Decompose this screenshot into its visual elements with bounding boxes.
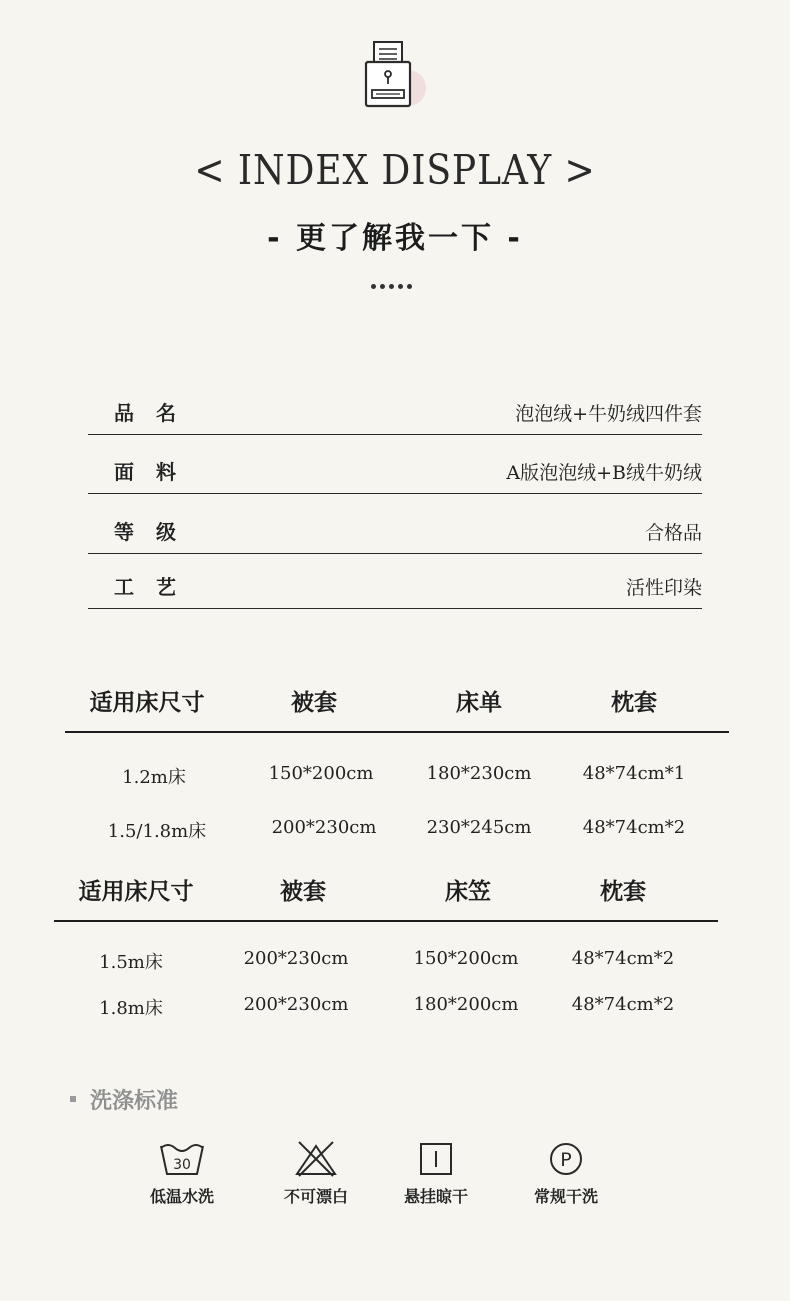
table-cell: 1.5/1.8m床 <box>107 821 207 842</box>
wash-30-icon <box>157 1140 207 1178</box>
bullet-square-icon <box>70 1096 76 1102</box>
col-header-pillowcase: 枕套 <box>611 690 657 716</box>
table-cell: 230*245cm <box>426 817 532 838</box>
size-table-header <box>54 873 718 922</box>
hang-dry-icon <box>411 1140 461 1178</box>
svg-text:30: 30 <box>173 1157 191 1173</box>
care-item-dry-clean <box>506 1140 626 1207</box>
care-label-dry-clean: 常规干洗 <box>533 1187 598 1206</box>
size-table-sheet <box>65 684 729 843</box>
info-value: 活性印染 <box>625 577 702 599</box>
table-row <box>65 817 729 843</box>
care-item-no-bleach <box>256 1140 376 1207</box>
care-label-no-bleach: 不可漂白 <box>283 1187 348 1206</box>
table-cell: 180*230cm <box>426 763 532 784</box>
table-cell: 48*74cm*2 <box>582 817 686 838</box>
col-header-fitted-sheet: 床笠 <box>445 879 491 905</box>
col-header-duvet: 被套 <box>280 879 326 905</box>
info-row-grade <box>88 494 702 554</box>
info-key: 面料 <box>114 460 198 484</box>
table-cell: 200*230cm <box>271 817 377 838</box>
table-cell: 180*200cm <box>413 994 519 1015</box>
info-value: 合格品 <box>644 522 702 544</box>
info-key: 等级 <box>114 520 198 544</box>
index-display-title: < INDEX DISPLAY > <box>194 146 596 194</box>
table-row <box>54 948 718 974</box>
table-cell: 150*200cm <box>268 763 374 784</box>
size-table-fitted <box>54 873 718 1020</box>
info-row-name <box>88 386 702 435</box>
table-cell: 150*200cm <box>413 948 519 969</box>
section-subtitle: - 更了解我一下 - <box>267 221 523 256</box>
care-section-title <box>70 1084 178 1115</box>
table-row <box>54 994 718 1020</box>
info-value: 泡泡绒+牛奶绒四件套 <box>515 403 702 425</box>
care-label-wash: 低温水洗 <box>149 1187 214 1206</box>
info-key: 工艺 <box>114 575 198 599</box>
table-cell: 48*74cm*2 <box>571 948 675 969</box>
svg-text:P: P <box>560 1149 572 1171</box>
info-value: A版泡泡绒+B绒牛奶绒 <box>506 462 702 484</box>
col-header-pillowcase: 枕套 <box>600 879 646 905</box>
info-row-fabric <box>88 435 702 494</box>
col-header-bed-size: 适用床尺寸 <box>78 879 194 905</box>
size-table-header <box>65 684 729 733</box>
table-cell: 48*74cm*2 <box>571 994 675 1015</box>
table-cell: 1.5m床 <box>99 952 163 973</box>
table-cell: 200*230cm <box>243 994 349 1015</box>
care-item-hang-dry <box>376 1140 496 1207</box>
table-row <box>65 763 729 789</box>
care-title-text: 洗涤标准 <box>90 1089 179 1114</box>
product-info-table <box>88 386 702 609</box>
table-cell: 200*230cm <box>243 948 349 969</box>
info-key: 品名 <box>114 401 198 425</box>
table-cell: 1.2m床 <box>122 767 186 788</box>
info-row-craft <box>88 554 702 609</box>
care-label-hang-dry: 悬挂晾干 <box>403 1187 468 1206</box>
col-header-bed-size: 适用床尺寸 <box>89 690 205 716</box>
col-header-sheet: 床单 <box>456 690 502 716</box>
decorative-dots <box>371 274 421 282</box>
table-cell: 48*74cm*1 <box>582 763 686 784</box>
dry-clean-p-icon <box>541 1140 591 1178</box>
care-item-wash <box>122 1140 242 1207</box>
document-icon <box>360 38 430 110</box>
col-header-duvet: 被套 <box>291 690 337 716</box>
no-bleach-icon <box>291 1140 341 1178</box>
table-cell: 1.8m床 <box>99 998 163 1019</box>
